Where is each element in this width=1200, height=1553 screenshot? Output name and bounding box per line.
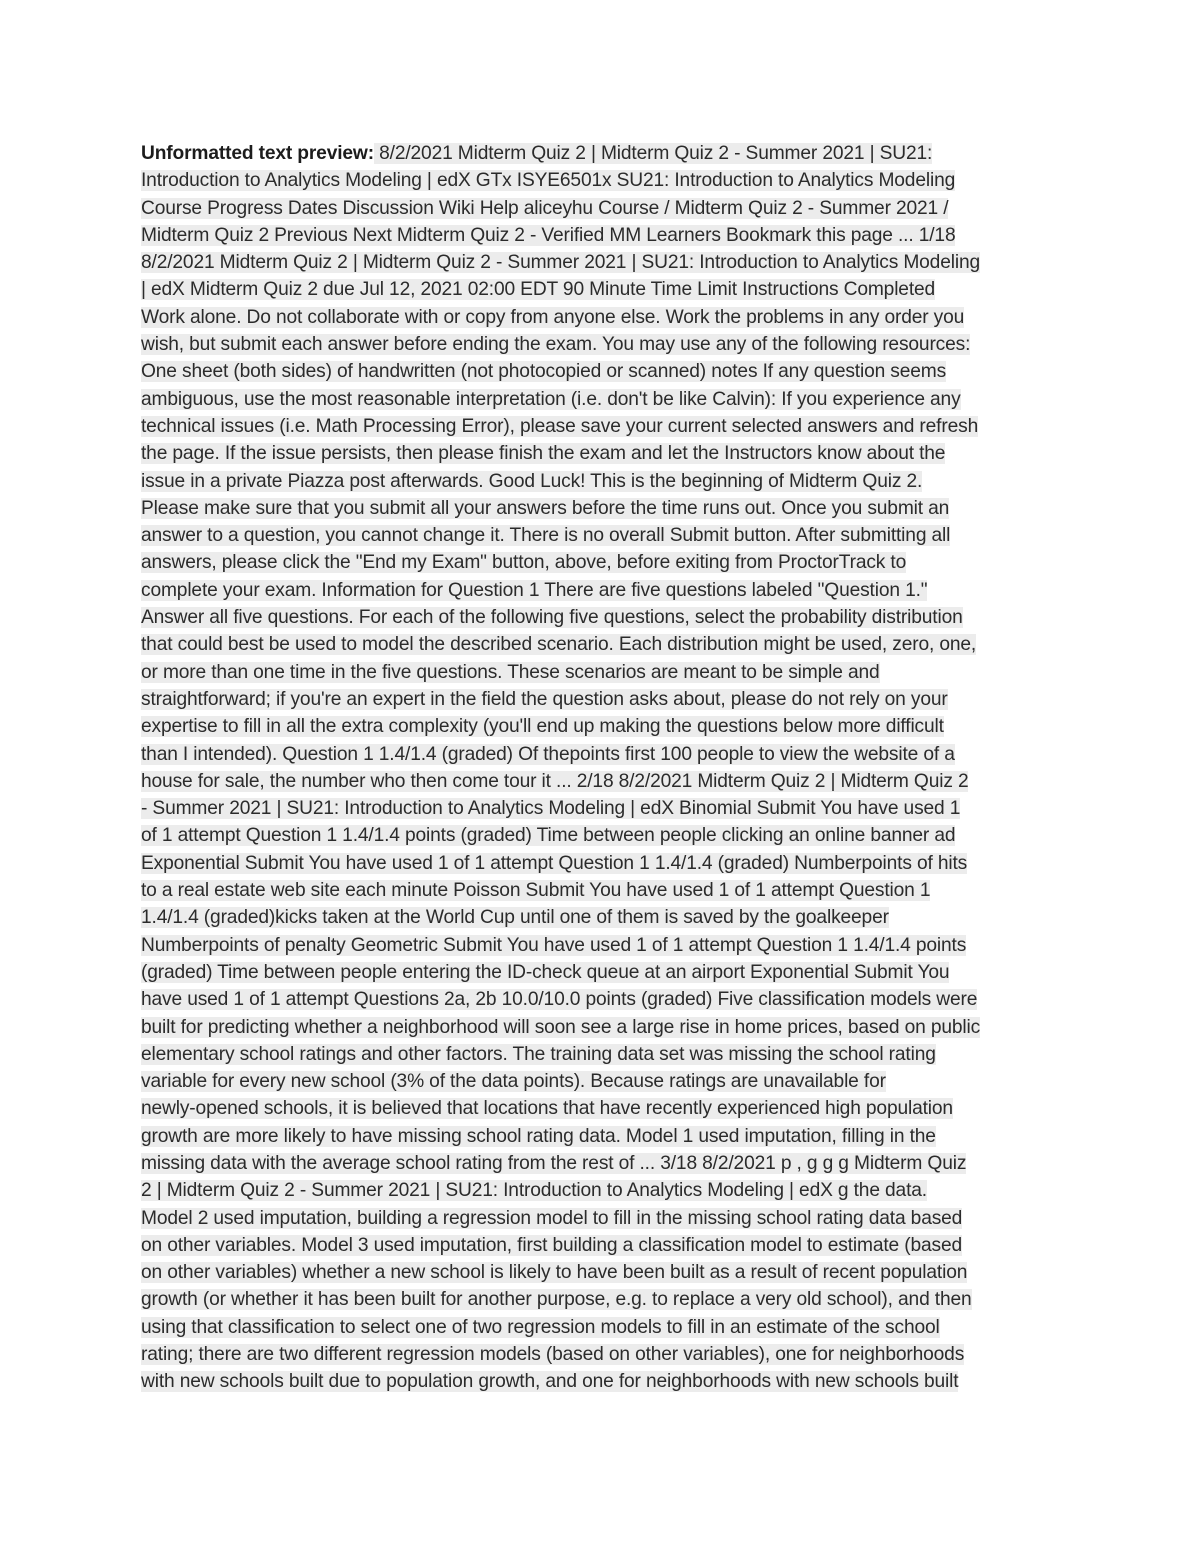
- text-line-content: complete your exam. Information for Question 1 There are five questions labeled "Question 1.": [141, 579, 928, 601]
- text-line-content: - Summer 2021 | SU21: Introduction to Analytics Modeling | edX Binomial Submit You have used 1: [141, 798, 961, 820]
- text-line-content: with new schools built due to population growth, and one for neighborhoods with new schools built: [141, 1371, 959, 1393]
- text-line-content: ambiguous, use the most reasonable interpretation (i.e. don't be like Calvin): If you experience any: [141, 388, 961, 410]
- text-line: [141, 1368, 1066, 1395]
- text-line: [141, 768, 1066, 795]
- text-line-content: One sheet (both sides) of handwritten (not photocopied or scanned) notes If any question seems: [141, 361, 947, 383]
- text-line: [141, 1068, 1066, 1095]
- text-line: [141, 495, 1066, 522]
- text-line-content: built for predicting whether a neighborhood will soon see a large rise in home prices, based on public: [141, 1016, 981, 1038]
- text-line-content: straightforward; if you're an expert in the field the question asks about, please do not rely on your: [141, 688, 948, 710]
- text-line-content: Numberpoints of penalty Geometric Submit You have used 1 of 1 attempt Question 1 1.4/1.4 points: [141, 934, 967, 956]
- text-line-content: 1.4/1.4 (graded)kicks taken at the World Cup until one of them is saved by the goalkeeper: [141, 907, 889, 929]
- text-line-content: growth are more likely to have missing school rating data. Model 1 used imputation, filling in the: [141, 1125, 936, 1147]
- text-line-content: have used 1 of 1 attempt Questions 2a, 2b 10.0/10.0 points (graded) Five classification models were: [141, 989, 978, 1011]
- text-line-content: growth (or whether it has been built for another purpose, e.g. to replace a very old school), and then: [141, 1289, 972, 1311]
- text-line: [141, 304, 1066, 331]
- text-line-content: that could best be used to model the described scenario. Each distribution might be used, zero, one,: [141, 634, 977, 656]
- text-line: [141, 140, 1066, 167]
- text-line-content: of 1 attempt Question 1 1.4/1.4 points (graded) Time between people clicking an online banner ad: [141, 825, 956, 847]
- preview-label: Unformatted text preview:: [141, 143, 374, 164]
- text-line-content: technical issues (i.e. Math Processing Error), please save your current selected answers and refresh: [141, 415, 979, 437]
- text-line: [141, 795, 1066, 822]
- text-line: [141, 413, 1066, 440]
- text-line: [141, 850, 1066, 877]
- text-line: [141, 822, 1066, 849]
- text-line-content: Model 2 used imputation, building a regression model to fill in the missing school rating data based: [141, 1207, 963, 1229]
- text-line-content: elementary school ratings and other factors. The training data set was missing the school rating: [141, 1043, 936, 1065]
- text-line: [141, 959, 1066, 986]
- text-line: [141, 659, 1066, 686]
- text-line: [141, 1150, 1066, 1177]
- text-line: [141, 1314, 1066, 1341]
- text-line: [141, 577, 1066, 604]
- text-line: [141, 358, 1066, 385]
- text-line-content: 8/2/2021 Midterm Quiz 2 | Midterm Quiz 2 - Summer 2021 | SU21:: [373, 143, 933, 164]
- text-line-content: to a real estate web site each minute Poisson Submit You have used 1 of 1 attempt Question 1: [141, 880, 931, 902]
- text-line: [141, 904, 1066, 931]
- text-line-content: Please make sure that you submit all your answers before the time runs out. Once you submit an: [141, 497, 950, 519]
- text-preview: [141, 140, 1066, 1396]
- text-line-content: 8/2/2021 Midterm Quiz 2 | Midterm Quiz 2 - Summer 2021 | SU21: Introduction to Analytics Modeling: [141, 252, 980, 274]
- text-line-content: expertise to fill in all the extra complexity (you'll end up making the questions below more difficult: [141, 716, 944, 738]
- text-line-content: | edX Midterm Quiz 2 due Jul 12, 2021 02:00 EDT 90 Minute Time Limit Instructions Completed: [141, 279, 936, 301]
- text-line: [141, 249, 1066, 276]
- text-line: [141, 468, 1066, 495]
- text-line: [141, 932, 1066, 959]
- text-line: [141, 1286, 1066, 1313]
- text-line: [141, 549, 1066, 576]
- text-line-content: (graded) Time between people entering the ID-check queue at an airport Exponential Submit You: [141, 961, 950, 983]
- text-line-content: Introduction to Analytics Modeling | edX GTx ISYE6501x SU21: Introduction to Analytics Modeling: [141, 170, 956, 192]
- text-line: [141, 167, 1066, 194]
- text-line: [141, 386, 1066, 413]
- text-line-content: Work alone. Do not collaborate with or copy from anyone else. Work the problems in any order you: [141, 306, 965, 328]
- text-line: [141, 1259, 1066, 1286]
- text-line-content: Exponential Submit You have used 1 of 1 attempt Question 1 1.4/1.4 (graded) Numberpoints of hits: [141, 852, 968, 874]
- text-line: [141, 1205, 1066, 1232]
- text-line: [141, 741, 1066, 768]
- text-line-content: 2 | Midterm Quiz 2 - Summer 2021 | SU21: Introduction to Analytics Modeling | edX g the data.: [141, 1180, 927, 1202]
- text-line-content: newly-opened schools, it is believed that locations that have recently experienced high population: [141, 1098, 953, 1120]
- text-line: [141, 1232, 1066, 1259]
- text-line: [141, 1041, 1066, 1068]
- text-line: [141, 1095, 1066, 1122]
- text-line: [141, 604, 1066, 631]
- text-line: [141, 440, 1066, 467]
- text-line-content: Midterm Quiz 2 Previous Next Midterm Quiz 2 - Verified MM Learners Bookmark this page ... 1/18: [141, 224, 956, 246]
- text-line-content: Course Progress Dates Discussion Wiki Help aliceyhu Course / Midterm Quiz 2 - Summer 2021 /: [141, 197, 949, 219]
- text-line: [141, 1341, 1066, 1368]
- text-line-content: or more than one time in the five questions. These scenarios are meant to be simple and: [141, 661, 880, 683]
- text-line: [141, 631, 1066, 658]
- text-lines: [141, 167, 1066, 1395]
- text-line: [141, 195, 1066, 222]
- text-line-content: on other variables. Model 3 used imputation, first building a classification model to estimate (based: [141, 1234, 963, 1256]
- text-line: [141, 1177, 1066, 1204]
- text-line-content: house for sale, the number who then come tour it ... 2/18 8/2/2021 Midterm Quiz 2 | Midterm Quiz 2: [141, 770, 969, 792]
- text-line: [141, 276, 1066, 303]
- text-line-content: variable for every new school (3% of the data points). Because ratings are unavailable for: [141, 1071, 886, 1093]
- text-line: [141, 877, 1066, 904]
- text-line: [141, 522, 1066, 549]
- text-line: [141, 222, 1066, 249]
- text-line: [141, 1014, 1066, 1041]
- text-line-content: on other variables) whether a new school is likely to have been built as a result of recent population: [141, 1262, 968, 1284]
- text-line-content: issue in a private Piazza post afterwards. Good Luck! This is the beginning of Midterm Quiz 2.: [141, 470, 923, 492]
- text-line-content: answers, please click the "End my Exam" button, above, before exiting from ProctorTrack to: [141, 552, 907, 574]
- text-line: [141, 686, 1066, 713]
- text-line-content: rating; there are two different regression models (based on other variables), one for neighborhoods: [141, 1344, 965, 1366]
- text-line-content: missing data with the average school rating from the rest of ... 3/18 8/2/2021 p , g g g Midterm Quiz: [141, 1152, 967, 1174]
- text-line-content: wish, but submit each answer before ending the exam. You may use any of the following resources:: [141, 334, 971, 356]
- text-line: [141, 1123, 1066, 1150]
- text-line-content: answer to a question, you cannot change it. There is no overall Submit button. After submitting all: [141, 525, 951, 547]
- text-line: [141, 713, 1066, 740]
- text-line: [141, 986, 1066, 1013]
- text-line-content: than I intended). Question 1 1.4/1.4 (graded) Of thepoints first 100 people to view the website of a: [141, 743, 955, 765]
- text-line-content: Answer all five questions. For each of the following five questions, select the probability distribution: [141, 607, 963, 629]
- text-line: [141, 331, 1066, 358]
- text-line-content: the page. If the issue persists, then please finish the exam and let the Instructors know about the: [141, 443, 946, 465]
- text-line-content: using that classification to select one of two regression models to fill in an estimate of the school: [141, 1316, 940, 1338]
